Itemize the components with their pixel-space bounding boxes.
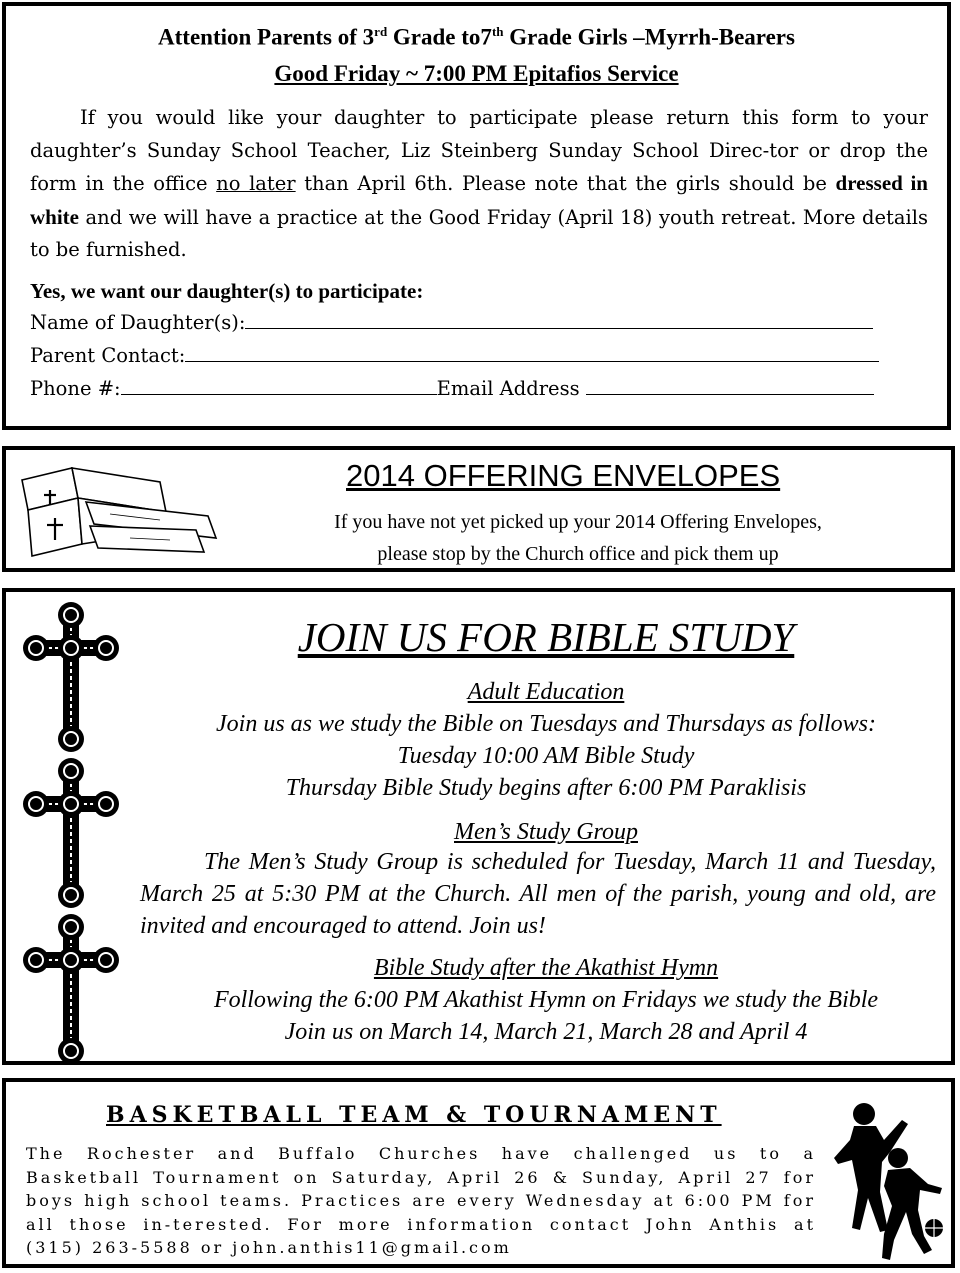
akathist-heading: Bible Study after the Akathist Hymn — [373, 955, 719, 981]
basketball-players-icon — [824, 1100, 950, 1265]
envelopes-title: 2014 OFFERING ENVELOPES — [346, 458, 781, 493]
parent-contact-field[interactable]: Parent Contact: — [30, 344, 879, 367]
cross-icon — [23, 602, 119, 752]
daughter-name-field[interactable]: Name of Daughter(s): — [30, 311, 873, 334]
participate-label: Yes, we want our daughter(s) to participate: — [30, 279, 424, 303]
bible-study-section — [2, 588, 955, 1065]
myrrh-paragraph: If you would like your daughter to participate please return this form to your daughter’s Sunday School Teacher, Liz Steinberg Sunday School Direc-tor or drop the form in the office no later than April 6th. Please note that the girls should be dressed in white and we will have a practice at the Good Friday (April 18) youth retreat. More details to be furnished. — [30, 106, 928, 262]
bible-study-title: JOIN US FOR BIBLE STUDY — [297, 614, 795, 660]
cross-icon — [23, 758, 119, 908]
basketball-section — [2, 1078, 955, 1268]
envelopes-text: If you have not yet picked up your 2014 Offering Envelopes, please stop by the Church office and pick them up — [334, 511, 822, 565]
mens-study-text: The Men’s Study Group is scheduled for Tuesday, March 11 and Tuesday, March 25 at 5:30 PM at the Church. All men of the parish, young and old, are invited and encouraged to attend. Join us! — [140, 849, 936, 939]
phone-email-field[interactable]: Phone #: Email Address — [30, 377, 874, 400]
cross-icon — [23, 914, 119, 1064]
adult-education-line: Tuesday 10:00 AM Bible Study — [397, 743, 695, 769]
adult-education-line: Join us as we study the Bible on Tuesdays and Thursdays as follows: — [216, 711, 876, 737]
offering-envelopes-section — [2, 446, 955, 572]
akathist-line: Following the 6:00 PM Akathist Hymn on Fridays we study the Bible — [213, 987, 879, 1013]
mens-study-heading: Men’s Study Group — [454, 819, 638, 845]
myrrh-bearers-section — [2, 2, 951, 430]
basketball-text: The Rochester and Buffalo Churches have challenged us to a Basketball Tournament on Saturday, April 26 & Sunday, April 27 for boys high school teams. Practices are every Wednesday at 6:00 PM for all those in-terested. For more information contact John Anthis at (315) 263-5588 or john.anthis11@gmail.com — [26, 1144, 816, 1257]
myrrh-heading: Attention Parents of 3rd Grade to7th Grade Girls –Myrrh-Bearers — [158, 24, 795, 50]
adult-education-line: Thursday Bible Study begins after 6:00 PM Paraklisis — [285, 775, 807, 801]
basketball-title: BASKETBALL TEAM & TOURNAMENT — [106, 1102, 722, 1128]
adult-education-heading: Adult Education — [467, 679, 625, 705]
akathist-line: Join us on March 14, March 21, March 28 and April 4 — [284, 1019, 808, 1045]
myrrh-subheading: Good Friday ~ 7:00 PM Epitafios Service — [274, 61, 679, 86]
envelope-box-icon — [20, 458, 220, 558]
